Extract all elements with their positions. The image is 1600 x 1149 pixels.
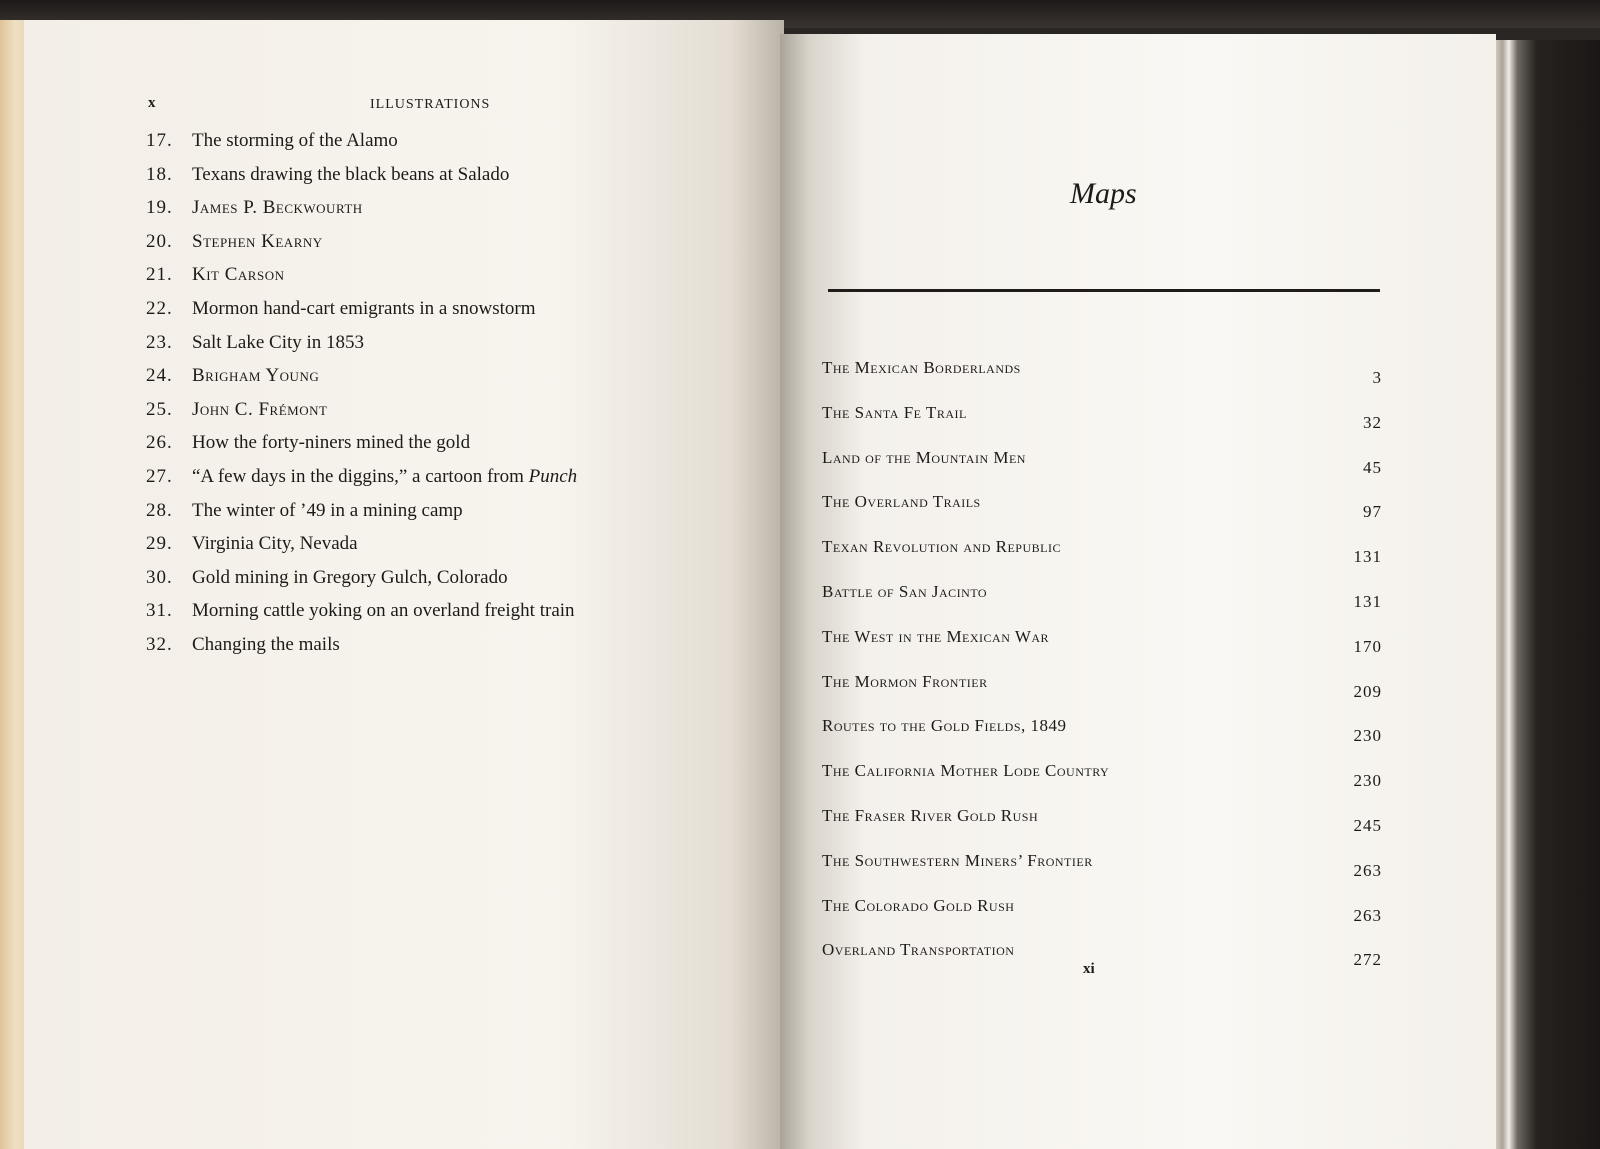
map-page-number: 131 bbox=[1353, 547, 1382, 567]
map-entry bbox=[822, 798, 1382, 843]
illustration-number: 18. bbox=[146, 163, 173, 185]
map-name: Overland Transportation bbox=[822, 940, 1015, 960]
illustration-title: John C. Frémont bbox=[192, 398, 328, 420]
map-name: The Fraser River Gold Rush bbox=[822, 805, 1039, 825]
left-page-number: x bbox=[148, 95, 156, 111]
map-entry bbox=[822, 708, 1382, 753]
map-name: The West in the Mexican War bbox=[822, 626, 1050, 646]
illustration-item bbox=[146, 359, 746, 393]
illustration-title: The winter of ’49 in a mining camp bbox=[192, 499, 463, 521]
map-page-number: 131 bbox=[1353, 591, 1382, 611]
illustration-item bbox=[146, 426, 746, 460]
map-entry bbox=[822, 932, 1382, 977]
illustration-item bbox=[146, 225, 746, 259]
map-name: The Mexican Borderlands bbox=[822, 358, 1021, 377]
illustration-item bbox=[146, 292, 746, 326]
illustration-number: 25. bbox=[146, 398, 173, 420]
illustration-title: James P. Beckwourth bbox=[192, 197, 363, 219]
map-name: The Santa Fe Trail bbox=[822, 402, 967, 422]
map-entry bbox=[822, 574, 1382, 619]
map-page-number: 245 bbox=[1353, 815, 1382, 835]
map-entry bbox=[822, 484, 1382, 529]
map-entry bbox=[822, 619, 1382, 664]
map-name: Texan Revolution and Republic bbox=[822, 537, 1061, 557]
illustration-number: 19. bbox=[146, 197, 173, 219]
map-page-number: 32 bbox=[1363, 412, 1382, 432]
maps-title: Maps bbox=[1070, 177, 1137, 210]
illustration-title-text: “A few days in the diggins,” a cartoon from bbox=[192, 465, 529, 487]
illustration-number: 20. bbox=[146, 230, 173, 252]
map-entry bbox=[822, 395, 1382, 440]
illustration-title: How the forty-niners mined the gold bbox=[192, 432, 471, 454]
illustration-title: Gold mining in Gregory Gulch, Colorado bbox=[192, 566, 508, 588]
illustration-item bbox=[146, 561, 746, 595]
map-entry bbox=[822, 440, 1382, 485]
illustration-number: 27. bbox=[146, 465, 173, 487]
illustration-title: Mormon hand-cart emigrants in a snowstorm bbox=[192, 297, 536, 319]
illustration-title: Kit Carson bbox=[192, 264, 285, 286]
illustration-title: The storming of the Alamo bbox=[192, 130, 398, 151]
map-name: The California Mother Lode Country bbox=[822, 761, 1110, 781]
map-entry bbox=[822, 529, 1382, 574]
right-page-number: xi bbox=[1083, 961, 1095, 977]
illustration-item bbox=[146, 326, 746, 360]
illustration-number: 22. bbox=[146, 297, 173, 319]
map-page-number: 3 bbox=[1372, 368, 1382, 387]
map-page-number: 263 bbox=[1353, 860, 1382, 880]
illustration-number: 30. bbox=[146, 566, 173, 588]
illustration-number: 26. bbox=[146, 432, 173, 454]
map-page-number: 230 bbox=[1353, 726, 1382, 746]
illustration-title bbox=[192, 460, 577, 494]
illustration-item bbox=[146, 527, 746, 561]
map-page-number: 230 bbox=[1353, 771, 1382, 791]
illustration-title: Morning cattle yoking on an overland freight train bbox=[192, 600, 575, 622]
map-name: Battle of San Jacinto bbox=[822, 581, 988, 601]
map-page-number: 170 bbox=[1353, 636, 1382, 656]
illustration-title: Texans drawing the black beans at Salado bbox=[192, 163, 510, 185]
map-page-number: 272 bbox=[1353, 950, 1382, 970]
map-entry bbox=[822, 350, 1382, 395]
illustration-title-italic: Punch bbox=[528, 465, 578, 487]
illustration-number: 31. bbox=[146, 600, 173, 622]
maps-list bbox=[822, 350, 1382, 977]
illustration-number: 24. bbox=[146, 365, 173, 387]
book-page-edge-left bbox=[0, 20, 26, 1149]
map-name: Routes to the Gold Fields, 1849 bbox=[822, 716, 1067, 736]
illustration-item bbox=[146, 628, 746, 662]
map-name: The Mormon Frontier bbox=[822, 671, 988, 691]
title-rule bbox=[828, 289, 1380, 292]
map-page-number: 263 bbox=[1353, 905, 1382, 925]
illustration-item bbox=[146, 594, 746, 628]
illustration-title: Stephen Kearny bbox=[192, 230, 323, 252]
illustration-item bbox=[146, 158, 746, 192]
running-head: ILLUSTRATIONS bbox=[370, 97, 491, 112]
map-name: Land of the Mountain Men bbox=[822, 447, 1026, 467]
map-name: The Colorado Gold Rush bbox=[822, 895, 1015, 915]
map-entry bbox=[822, 753, 1382, 798]
illustration-title: Virginia City, Nevada bbox=[192, 533, 358, 555]
map-entry bbox=[822, 843, 1382, 888]
illustration-title: Changing the mails bbox=[192, 633, 340, 655]
map-entry bbox=[822, 664, 1382, 709]
map-page-number: 97 bbox=[1363, 502, 1382, 522]
illustration-item bbox=[146, 460, 746, 494]
illustration-number: 17. bbox=[146, 130, 173, 151]
illustration-number: 21. bbox=[146, 264, 173, 286]
illustration-number: 28. bbox=[146, 499, 173, 521]
illustration-number: 23. bbox=[146, 331, 173, 353]
book-page-edge-right bbox=[1494, 40, 1600, 1149]
illustration-title: Salt Lake City in 1853 bbox=[192, 331, 365, 353]
illustration-item bbox=[146, 191, 746, 225]
illustration-number: 29. bbox=[146, 533, 173, 555]
illustration-number: 32. bbox=[146, 633, 173, 655]
illustration-item bbox=[146, 393, 746, 427]
map-name: The Overland Trails bbox=[822, 492, 981, 512]
map-page-number: 45 bbox=[1363, 457, 1382, 477]
illustrations-list bbox=[146, 124, 746, 662]
map-entry bbox=[822, 888, 1382, 933]
illustration-item bbox=[146, 124, 746, 158]
illustration-item bbox=[146, 494, 746, 528]
illustration-item bbox=[146, 258, 746, 292]
map-name: The Southwestern Miners’ Frontier bbox=[822, 850, 1093, 870]
map-page-number: 209 bbox=[1353, 681, 1382, 701]
illustration-title: Brigham Young bbox=[192, 365, 320, 387]
